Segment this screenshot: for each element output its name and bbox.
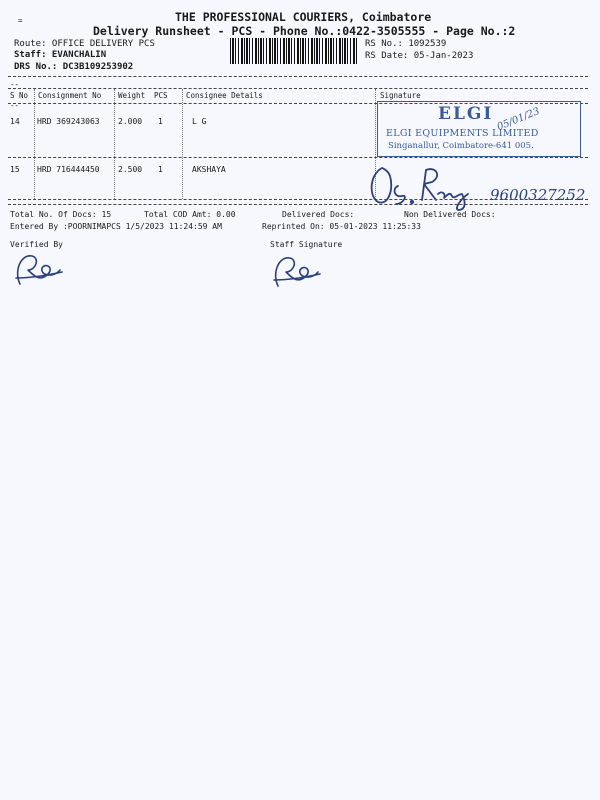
- total-cod: Total COD Amt: 0.00: [144, 210, 236, 219]
- stamp-date: 05/01/23: [495, 105, 542, 134]
- divider-row-14: [8, 157, 588, 158]
- row-15-consignment: HRD 716444450: [37, 165, 100, 174]
- row-15-consignee: AKSHAYA: [192, 165, 226, 174]
- staff-signature-label: Staff Signature: [270, 240, 343, 249]
- col-consignment: Consignment No: [38, 91, 102, 100]
- reprinted-on: Reprinted On: 05-01-2023 11:25:33: [262, 222, 421, 231]
- barcode: [230, 38, 358, 64]
- rs-number: RS No.: 1092539: [365, 39, 447, 49]
- route-label: Route: OFFICE DELIVERY PCS: [14, 39, 155, 49]
- svg-text:9600327252: 9600327252: [490, 186, 586, 204]
- rs-date: RS Date: 05-Jan-2023: [365, 51, 474, 61]
- col-signature: Signature: [380, 91, 421, 100]
- header-mark: =: [18, 16, 23, 25]
- verified-by-label: Verified By: [10, 240, 63, 249]
- col-consignee: Consignee Details: [186, 91, 263, 100]
- row-14-weight: 2.000: [118, 117, 143, 126]
- col-sep-3: [182, 89, 183, 199]
- drs-number: DRS No.: DC3B109253902: [14, 62, 134, 72]
- row-14-sno: 14: [10, 117, 20, 126]
- divider-bottom-2: [8, 204, 588, 205]
- row-15-pcs: 1: [158, 165, 163, 174]
- divider-top: [8, 76, 588, 77]
- divider-header-top: [8, 88, 588, 89]
- company-name: THE PROFESSIONAL COURIERS, Coimbatore: [175, 10, 432, 24]
- total-docs: Total No. Of Docs: 15: [10, 210, 112, 219]
- dash-marker-2: --: [10, 101, 20, 110]
- non-delivered-docs: Non Delivered Docs:: [404, 210, 496, 219]
- col-sno: S No: [10, 91, 29, 100]
- col-weight: Weight: [118, 91, 146, 100]
- col-pcs: PCS: [154, 91, 168, 100]
- entered-by: Entered By :POORNIMAPCS 1/5/2023 11:24:59 AM: [10, 222, 222, 231]
- staff-label: Staff: EVANCHALIN: [14, 50, 107, 60]
- stamp-address: Singanallur, Coimbatore-641 005.: [388, 141, 534, 151]
- runsheet-title: Delivery Runsheet - PCS - Phone No.:0422-3505555 - Page No.:2: [93, 24, 516, 38]
- company-stamp: [377, 101, 581, 157]
- stamp-name: ELGI EQUIPMENTS LIMITED: [386, 128, 539, 139]
- row-14-pcs: 1: [158, 117, 163, 126]
- col-sep-2: [114, 89, 115, 199]
- staff-signature: [268, 250, 328, 290]
- delivered-docs: Delivered Docs:: [282, 210, 355, 219]
- row-15-weight: 2.500: [118, 165, 143, 174]
- col-sep-1: [34, 89, 35, 199]
- row-14-consignee: L G: [192, 117, 207, 126]
- row-15-sno: 15: [10, 165, 20, 174]
- verified-signature: [10, 248, 70, 288]
- stamp-logo: ELGI: [438, 104, 494, 124]
- dash-marker: --: [10, 80, 20, 89]
- row-14-consignment: HRD 369243063: [37, 117, 100, 126]
- divider-bottom-1: [8, 199, 588, 200]
